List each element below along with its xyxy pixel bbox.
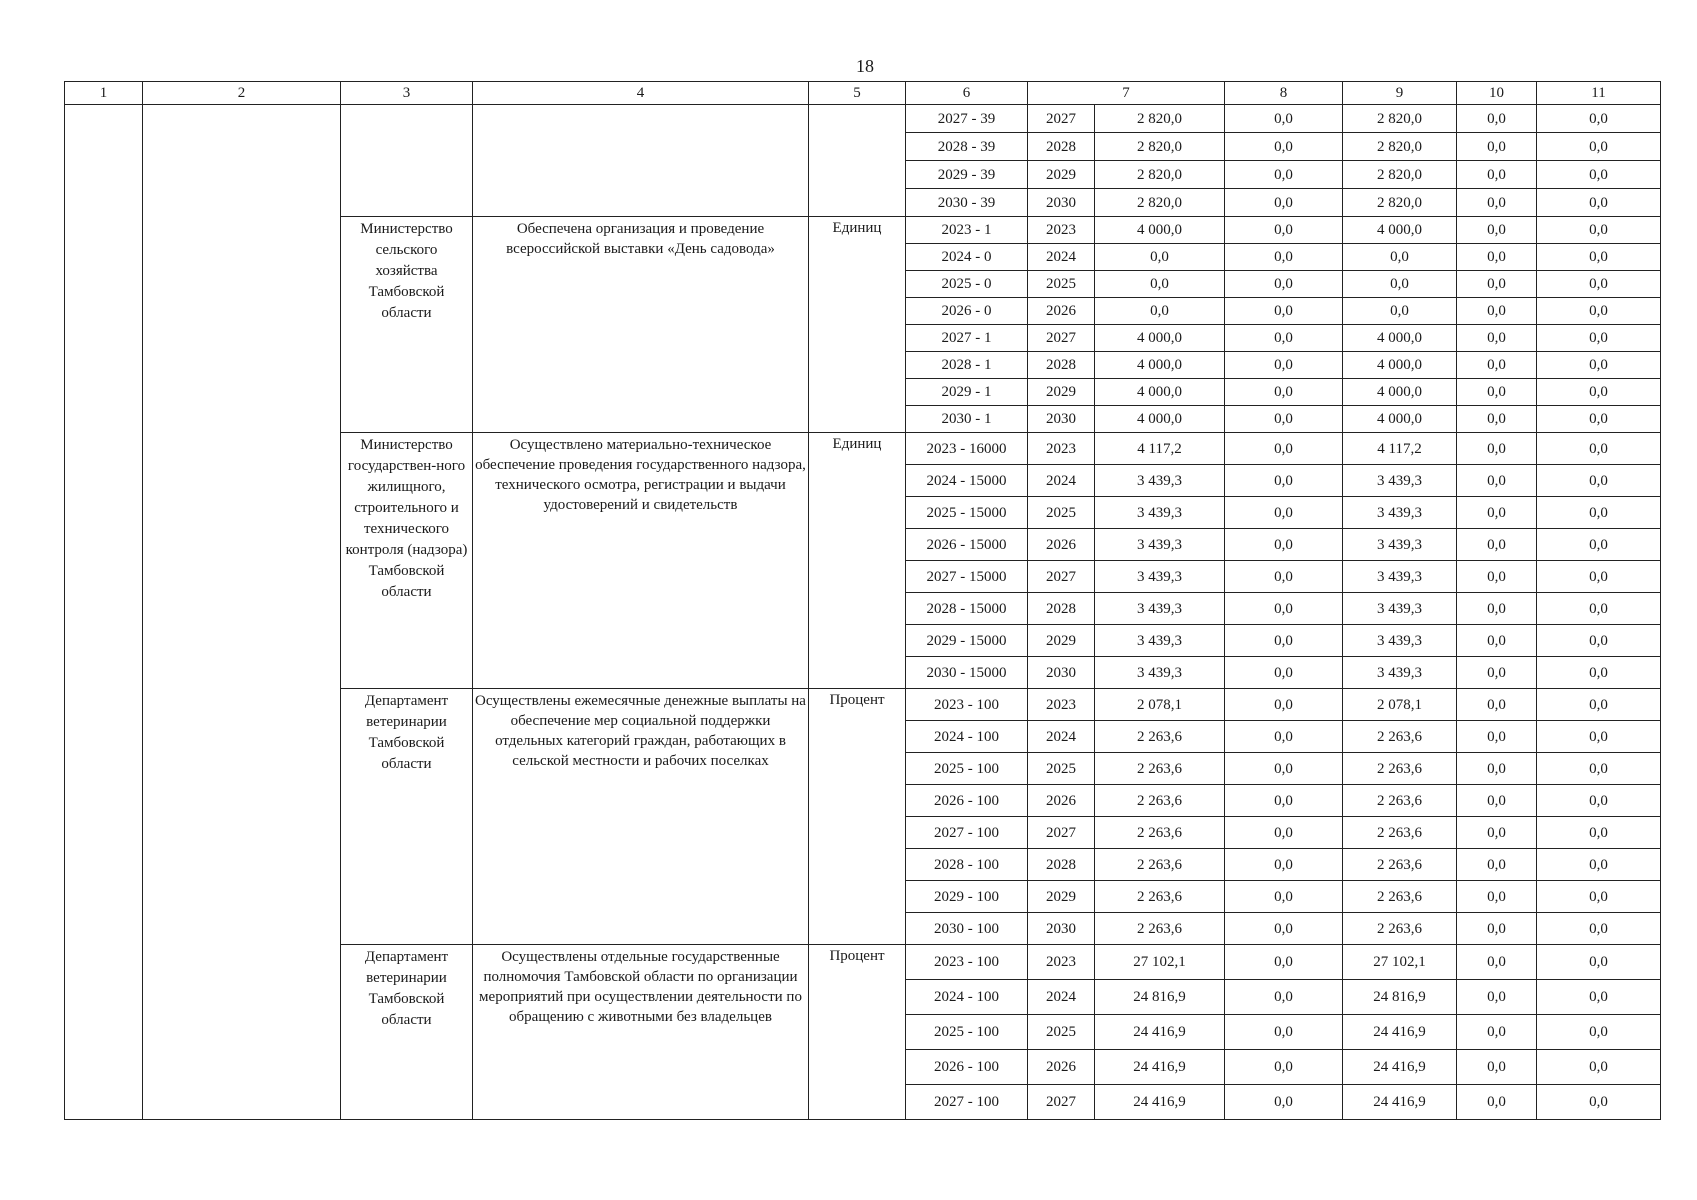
column-9-value-cell: 0,0 [1343,298,1457,325]
column-8-value-cell: 0,0 [1225,913,1343,945]
column-10-value-cell: 0,0 [1457,105,1537,133]
result-description-cell: Осуществлены отдельные государственные полномочия Тамбовской области по организации мероприятий при осуществлении деятельности по обращению с животными без владельцев [473,945,809,1120]
year-cell: 2027 [1028,325,1095,352]
column-number-9: 9 [1343,82,1457,105]
total-amount-cell: 2 263,6 [1095,849,1225,881]
executor-cell: Департамент ветеринарии Тамбовской области [341,689,473,945]
column-11-value-cell: 0,0 [1537,593,1661,625]
year-cell: 2026 [1028,1050,1095,1085]
table-row [65,105,1661,133]
year-cell: 2027 [1028,817,1095,849]
column-11-value-cell: 0,0 [1537,657,1661,689]
column-9-value-cell: 3 439,3 [1343,625,1457,657]
column-number-7: 7 [1028,82,1225,105]
column-9-value-cell: 24 816,9 [1343,980,1457,1015]
column-11-value-cell: 0,0 [1537,689,1661,721]
column-number-1: 1 [65,82,143,105]
year-cell: 2026 [1028,298,1095,325]
year-cell: 2025 [1028,271,1095,298]
target-value-cell: 2025 - 100 [906,753,1028,785]
column-11-value-cell: 0,0 [1537,244,1661,271]
target-value-cell: 2028 - 1 [906,352,1028,379]
column-10-value-cell: 0,0 [1457,406,1537,433]
column-9-value-cell: 2 820,0 [1343,105,1457,133]
column-9-value-cell: 2 263,6 [1343,785,1457,817]
total-amount-cell: 3 439,3 [1095,529,1225,561]
column-10-value-cell: 0,0 [1457,945,1537,980]
year-cell: 2027 [1028,561,1095,593]
column-11-value-cell: 0,0 [1537,721,1661,753]
year-cell: 2028 [1028,352,1095,379]
year-cell: 2030 [1028,657,1095,689]
column-1-empty-cell [65,105,143,1120]
budget-table [64,81,1661,1120]
year-cell: 2028 [1028,593,1095,625]
column-11-value-cell: 0,0 [1537,379,1661,406]
target-value-cell: 2023 - 100 [906,945,1028,980]
column-2-empty-cell [143,105,341,1120]
column-9-value-cell: 3 439,3 [1343,561,1457,593]
year-cell: 2028 [1028,849,1095,881]
column-9-value-cell: 2 263,6 [1343,721,1457,753]
column-10-value-cell: 0,0 [1457,721,1537,753]
column-9-value-cell: 0,0 [1343,271,1457,298]
target-value-cell: 2023 - 1 [906,217,1028,244]
target-value-cell: 2024 - 0 [906,244,1028,271]
column-10-value-cell: 0,0 [1457,298,1537,325]
column-8-value-cell: 0,0 [1225,785,1343,817]
target-value-cell: 2026 - 15000 [906,529,1028,561]
target-value-cell: 2027 - 15000 [906,561,1028,593]
result-description-cell: Осуществлено материально-техническое обеспечение проведения государственного надзора, технического осмотра, регистрации и выдачи удостоверений и свидетельств [473,433,809,689]
result-description-cell [473,105,809,217]
target-value-cell: 2029 - 39 [906,161,1028,189]
column-number-10: 10 [1457,82,1537,105]
executor-cell: Департамент ветеринарии Тамбовской области [341,945,473,1120]
total-amount-cell: 24 416,9 [1095,1015,1225,1050]
total-amount-cell: 27 102,1 [1095,945,1225,980]
column-number-5: 5 [809,82,906,105]
column-9-value-cell: 2 263,6 [1343,913,1457,945]
column-9-value-cell: 2 820,0 [1343,133,1457,161]
column-10-value-cell: 0,0 [1457,217,1537,244]
year-cell: 2029 [1028,379,1095,406]
column-8-value-cell: 0,0 [1225,433,1343,465]
total-amount-cell: 2 820,0 [1095,105,1225,133]
column-10-value-cell: 0,0 [1457,1085,1537,1120]
year-cell: 2024 [1028,980,1095,1015]
column-9-value-cell: 4 000,0 [1343,217,1457,244]
column-11-value-cell: 0,0 [1537,785,1661,817]
column-8-value-cell: 0,0 [1225,271,1343,298]
column-11-value-cell: 0,0 [1537,271,1661,298]
total-amount-cell: 4 000,0 [1095,379,1225,406]
column-10-value-cell: 0,0 [1457,849,1537,881]
total-amount-cell: 0,0 [1095,298,1225,325]
column-11-value-cell: 0,0 [1537,298,1661,325]
column-9-value-cell: 24 416,9 [1343,1050,1457,1085]
column-9-value-cell: 3 439,3 [1343,465,1457,497]
column-9-value-cell: 27 102,1 [1343,945,1457,980]
column-8-value-cell: 0,0 [1225,881,1343,913]
year-cell: 2029 [1028,625,1095,657]
total-amount-cell: 2 263,6 [1095,881,1225,913]
total-amount-cell: 2 263,6 [1095,785,1225,817]
column-10-value-cell: 0,0 [1457,980,1537,1015]
year-cell: 2027 [1028,105,1095,133]
total-amount-cell: 2 263,6 [1095,817,1225,849]
total-amount-cell: 0,0 [1095,271,1225,298]
year-cell: 2028 [1028,133,1095,161]
column-8-value-cell: 0,0 [1225,217,1343,244]
target-value-cell: 2025 - 15000 [906,497,1028,529]
column-8-value-cell: 0,0 [1225,1085,1343,1120]
target-value-cell: 2026 - 100 [906,1050,1028,1085]
column-11-value-cell: 0,0 [1537,913,1661,945]
column-8-value-cell: 0,0 [1225,625,1343,657]
total-amount-cell: 4 000,0 [1095,406,1225,433]
column-8-value-cell: 0,0 [1225,105,1343,133]
total-amount-cell: 2 820,0 [1095,161,1225,189]
total-amount-cell: 2 263,6 [1095,753,1225,785]
unit-cell: Процент [809,689,906,945]
column-8-value-cell: 0,0 [1225,849,1343,881]
column-8-value-cell: 0,0 [1225,497,1343,529]
year-cell: 2023 [1028,689,1095,721]
column-9-value-cell: 4 000,0 [1343,379,1457,406]
column-9-value-cell: 24 416,9 [1343,1015,1457,1050]
column-11-value-cell: 0,0 [1537,1085,1661,1120]
column-9-value-cell: 2 263,6 [1343,849,1457,881]
column-10-value-cell: 0,0 [1457,689,1537,721]
column-8-value-cell: 0,0 [1225,689,1343,721]
column-11-value-cell: 0,0 [1537,105,1661,133]
target-value-cell: 2027 - 1 [906,325,1028,352]
total-amount-cell: 2 820,0 [1095,189,1225,217]
column-8-value-cell: 0,0 [1225,980,1343,1015]
column-10-value-cell: 0,0 [1457,913,1537,945]
year-cell: 2024 [1028,721,1095,753]
column-9-value-cell: 3 439,3 [1343,497,1457,529]
year-cell: 2026 [1028,529,1095,561]
target-value-cell: 2025 - 100 [906,1015,1028,1050]
total-amount-cell: 4 117,2 [1095,433,1225,465]
target-value-cell: 2029 - 15000 [906,625,1028,657]
column-number-4: 4 [473,82,809,105]
column-9-value-cell: 2 263,6 [1343,817,1457,849]
target-value-cell: 2023 - 16000 [906,433,1028,465]
column-11-value-cell: 0,0 [1537,497,1661,529]
target-value-cell: 2028 - 100 [906,849,1028,881]
total-amount-cell: 2 263,6 [1095,721,1225,753]
page-number: 18 [856,56,874,76]
column-10-value-cell: 0,0 [1457,497,1537,529]
year-cell: 2023 [1028,433,1095,465]
year-cell: 2025 [1028,753,1095,785]
total-amount-cell: 3 439,3 [1095,593,1225,625]
year-cell: 2030 [1028,189,1095,217]
column-8-value-cell: 0,0 [1225,298,1343,325]
target-value-cell: 2028 - 15000 [906,593,1028,625]
column-10-value-cell: 0,0 [1457,325,1537,352]
column-10-value-cell: 0,0 [1457,1015,1537,1050]
unit-cell: Единиц [809,433,906,689]
column-10-value-cell: 0,0 [1457,657,1537,689]
year-cell: 2027 [1028,1085,1095,1120]
year-cell: 2029 [1028,161,1095,189]
table-body [65,82,1661,1120]
column-10-value-cell: 0,0 [1457,561,1537,593]
target-value-cell: 2030 - 39 [906,189,1028,217]
target-value-cell: 2024 - 100 [906,721,1028,753]
column-11-value-cell: 0,0 [1537,217,1661,244]
column-8-value-cell: 0,0 [1225,133,1343,161]
column-8-value-cell: 0,0 [1225,244,1343,271]
column-9-value-cell: 4 000,0 [1343,352,1457,379]
column-number-2: 2 [143,82,341,105]
column-11-value-cell: 0,0 [1537,189,1661,217]
total-amount-cell: 3 439,3 [1095,625,1225,657]
column-9-value-cell: 3 439,3 [1343,529,1457,561]
column-11-value-cell: 0,0 [1537,161,1661,189]
year-cell: 2024 [1028,244,1095,271]
column-11-value-cell: 0,0 [1537,352,1661,379]
column-11-value-cell: 0,0 [1537,1015,1661,1050]
column-10-value-cell: 0,0 [1457,352,1537,379]
column-11-value-cell: 0,0 [1537,625,1661,657]
unit-cell [809,105,906,217]
column-11-value-cell: 0,0 [1537,980,1661,1015]
unit-cell: Процент [809,945,906,1120]
column-8-value-cell: 0,0 [1225,1015,1343,1050]
column-10-value-cell: 0,0 [1457,1050,1537,1085]
target-value-cell: 2030 - 100 [906,913,1028,945]
column-8-value-cell: 0,0 [1225,189,1343,217]
target-value-cell: 2029 - 100 [906,881,1028,913]
column-9-value-cell: 2 078,1 [1343,689,1457,721]
column-10-value-cell: 0,0 [1457,625,1537,657]
result-description-cell: Обеспечена организация и проведение всероссийской выставки «День садовода» [473,217,809,433]
column-8-value-cell: 0,0 [1225,379,1343,406]
target-value-cell: 2026 - 0 [906,298,1028,325]
year-cell: 2029 [1028,881,1095,913]
total-amount-cell: 24 416,9 [1095,1085,1225,1120]
column-11-value-cell: 0,0 [1537,1050,1661,1085]
column-9-value-cell: 2 263,6 [1343,881,1457,913]
column-10-value-cell: 0,0 [1457,753,1537,785]
target-value-cell: 2027 - 100 [906,817,1028,849]
column-number-3: 3 [341,82,473,105]
target-value-cell: 2028 - 39 [906,133,1028,161]
column-8-value-cell: 0,0 [1225,817,1343,849]
column-number-row [65,82,1661,105]
column-11-value-cell: 0,0 [1537,133,1661,161]
target-value-cell: 2030 - 1 [906,406,1028,433]
year-cell: 2030 [1028,406,1095,433]
target-value-cell: 2027 - 39 [906,105,1028,133]
target-value-cell: 2029 - 1 [906,379,1028,406]
column-8-value-cell: 0,0 [1225,721,1343,753]
total-amount-cell: 3 439,3 [1095,561,1225,593]
executor-cell [341,105,473,217]
column-10-value-cell: 0,0 [1457,529,1537,561]
total-amount-cell: 2 078,1 [1095,689,1225,721]
column-10-value-cell: 0,0 [1457,133,1537,161]
column-8-value-cell: 0,0 [1225,529,1343,561]
year-cell: 2026 [1028,785,1095,817]
target-value-cell: 2024 - 15000 [906,465,1028,497]
column-9-value-cell: 24 416,9 [1343,1085,1457,1120]
year-cell: 2030 [1028,913,1095,945]
column-8-value-cell: 0,0 [1225,945,1343,980]
column-9-value-cell: 3 439,3 [1343,593,1457,625]
year-cell: 2025 [1028,497,1095,529]
column-11-value-cell: 0,0 [1537,406,1661,433]
unit-cell: Единиц [809,217,906,433]
result-description-cell: Осуществлены ежемесячные денежные выплаты на обеспечение мер социальной поддержки отдельных категорий граждан, работающих в сельской местности и рабочих поселках [473,689,809,945]
column-8-value-cell: 0,0 [1225,561,1343,593]
column-11-value-cell: 0,0 [1537,433,1661,465]
executor-cell: Министерство сельского хозяйства Тамбовской области [341,217,473,433]
year-cell: 2023 [1028,217,1095,244]
column-9-value-cell: 4 000,0 [1343,406,1457,433]
column-11-value-cell: 0,0 [1537,561,1661,593]
total-amount-cell: 24 416,9 [1095,1050,1225,1085]
target-value-cell: 2025 - 0 [906,271,1028,298]
column-11-value-cell: 0,0 [1537,529,1661,561]
column-11-value-cell: 0,0 [1537,945,1661,980]
column-10-value-cell: 0,0 [1457,785,1537,817]
total-amount-cell: 4 000,0 [1095,352,1225,379]
column-8-value-cell: 0,0 [1225,406,1343,433]
column-11-value-cell: 0,0 [1537,849,1661,881]
target-value-cell: 2023 - 100 [906,689,1028,721]
total-amount-cell: 2 820,0 [1095,133,1225,161]
total-amount-cell: 2 263,6 [1095,913,1225,945]
column-10-value-cell: 0,0 [1457,161,1537,189]
column-9-value-cell: 3 439,3 [1343,657,1457,689]
year-cell: 2025 [1028,1015,1095,1050]
target-value-cell: 2027 - 100 [906,1085,1028,1120]
column-10-value-cell: 0,0 [1457,817,1537,849]
column-8-value-cell: 0,0 [1225,325,1343,352]
target-value-cell: 2024 - 100 [906,980,1028,1015]
column-8-value-cell: 0,0 [1225,352,1343,379]
total-amount-cell: 3 439,3 [1095,657,1225,689]
column-8-value-cell: 0,0 [1225,593,1343,625]
column-9-value-cell: 2 263,6 [1343,753,1457,785]
column-number-11: 11 [1537,82,1661,105]
total-amount-cell: 4 000,0 [1095,217,1225,244]
total-amount-cell: 24 816,9 [1095,980,1225,1015]
column-10-value-cell: 0,0 [1457,593,1537,625]
executor-cell: Министерство государствен-ного жилищного, строительного и технического контроля (надзора) Тамбовской области [341,433,473,689]
column-9-value-cell: 0,0 [1343,244,1457,271]
column-10-value-cell: 0,0 [1457,189,1537,217]
target-value-cell: 2026 - 100 [906,785,1028,817]
column-number-6: 6 [906,82,1028,105]
column-9-value-cell: 4 000,0 [1343,325,1457,352]
column-8-value-cell: 0,0 [1225,161,1343,189]
column-10-value-cell: 0,0 [1457,244,1537,271]
column-10-value-cell: 0,0 [1457,379,1537,406]
total-amount-cell: 3 439,3 [1095,497,1225,529]
year-cell: 2024 [1028,465,1095,497]
column-11-value-cell: 0,0 [1537,325,1661,352]
column-11-value-cell: 0,0 [1537,465,1661,497]
total-amount-cell: 3 439,3 [1095,465,1225,497]
column-10-value-cell: 0,0 [1457,271,1537,298]
column-8-value-cell: 0,0 [1225,465,1343,497]
column-10-value-cell: 0,0 [1457,433,1537,465]
column-8-value-cell: 0,0 [1225,1050,1343,1085]
column-10-value-cell: 0,0 [1457,881,1537,913]
column-9-value-cell: 4 117,2 [1343,433,1457,465]
total-amount-cell: 0,0 [1095,244,1225,271]
column-9-value-cell: 2 820,0 [1343,161,1457,189]
total-amount-cell: 4 000,0 [1095,325,1225,352]
column-11-value-cell: 0,0 [1537,881,1661,913]
column-8-value-cell: 0,0 [1225,657,1343,689]
column-10-value-cell: 0,0 [1457,465,1537,497]
year-cell: 2023 [1028,945,1095,980]
column-9-value-cell: 2 820,0 [1343,189,1457,217]
target-value-cell: 2030 - 15000 [906,657,1028,689]
column-11-value-cell: 0,0 [1537,817,1661,849]
column-number-8: 8 [1225,82,1343,105]
column-8-value-cell: 0,0 [1225,753,1343,785]
column-11-value-cell: 0,0 [1537,753,1661,785]
